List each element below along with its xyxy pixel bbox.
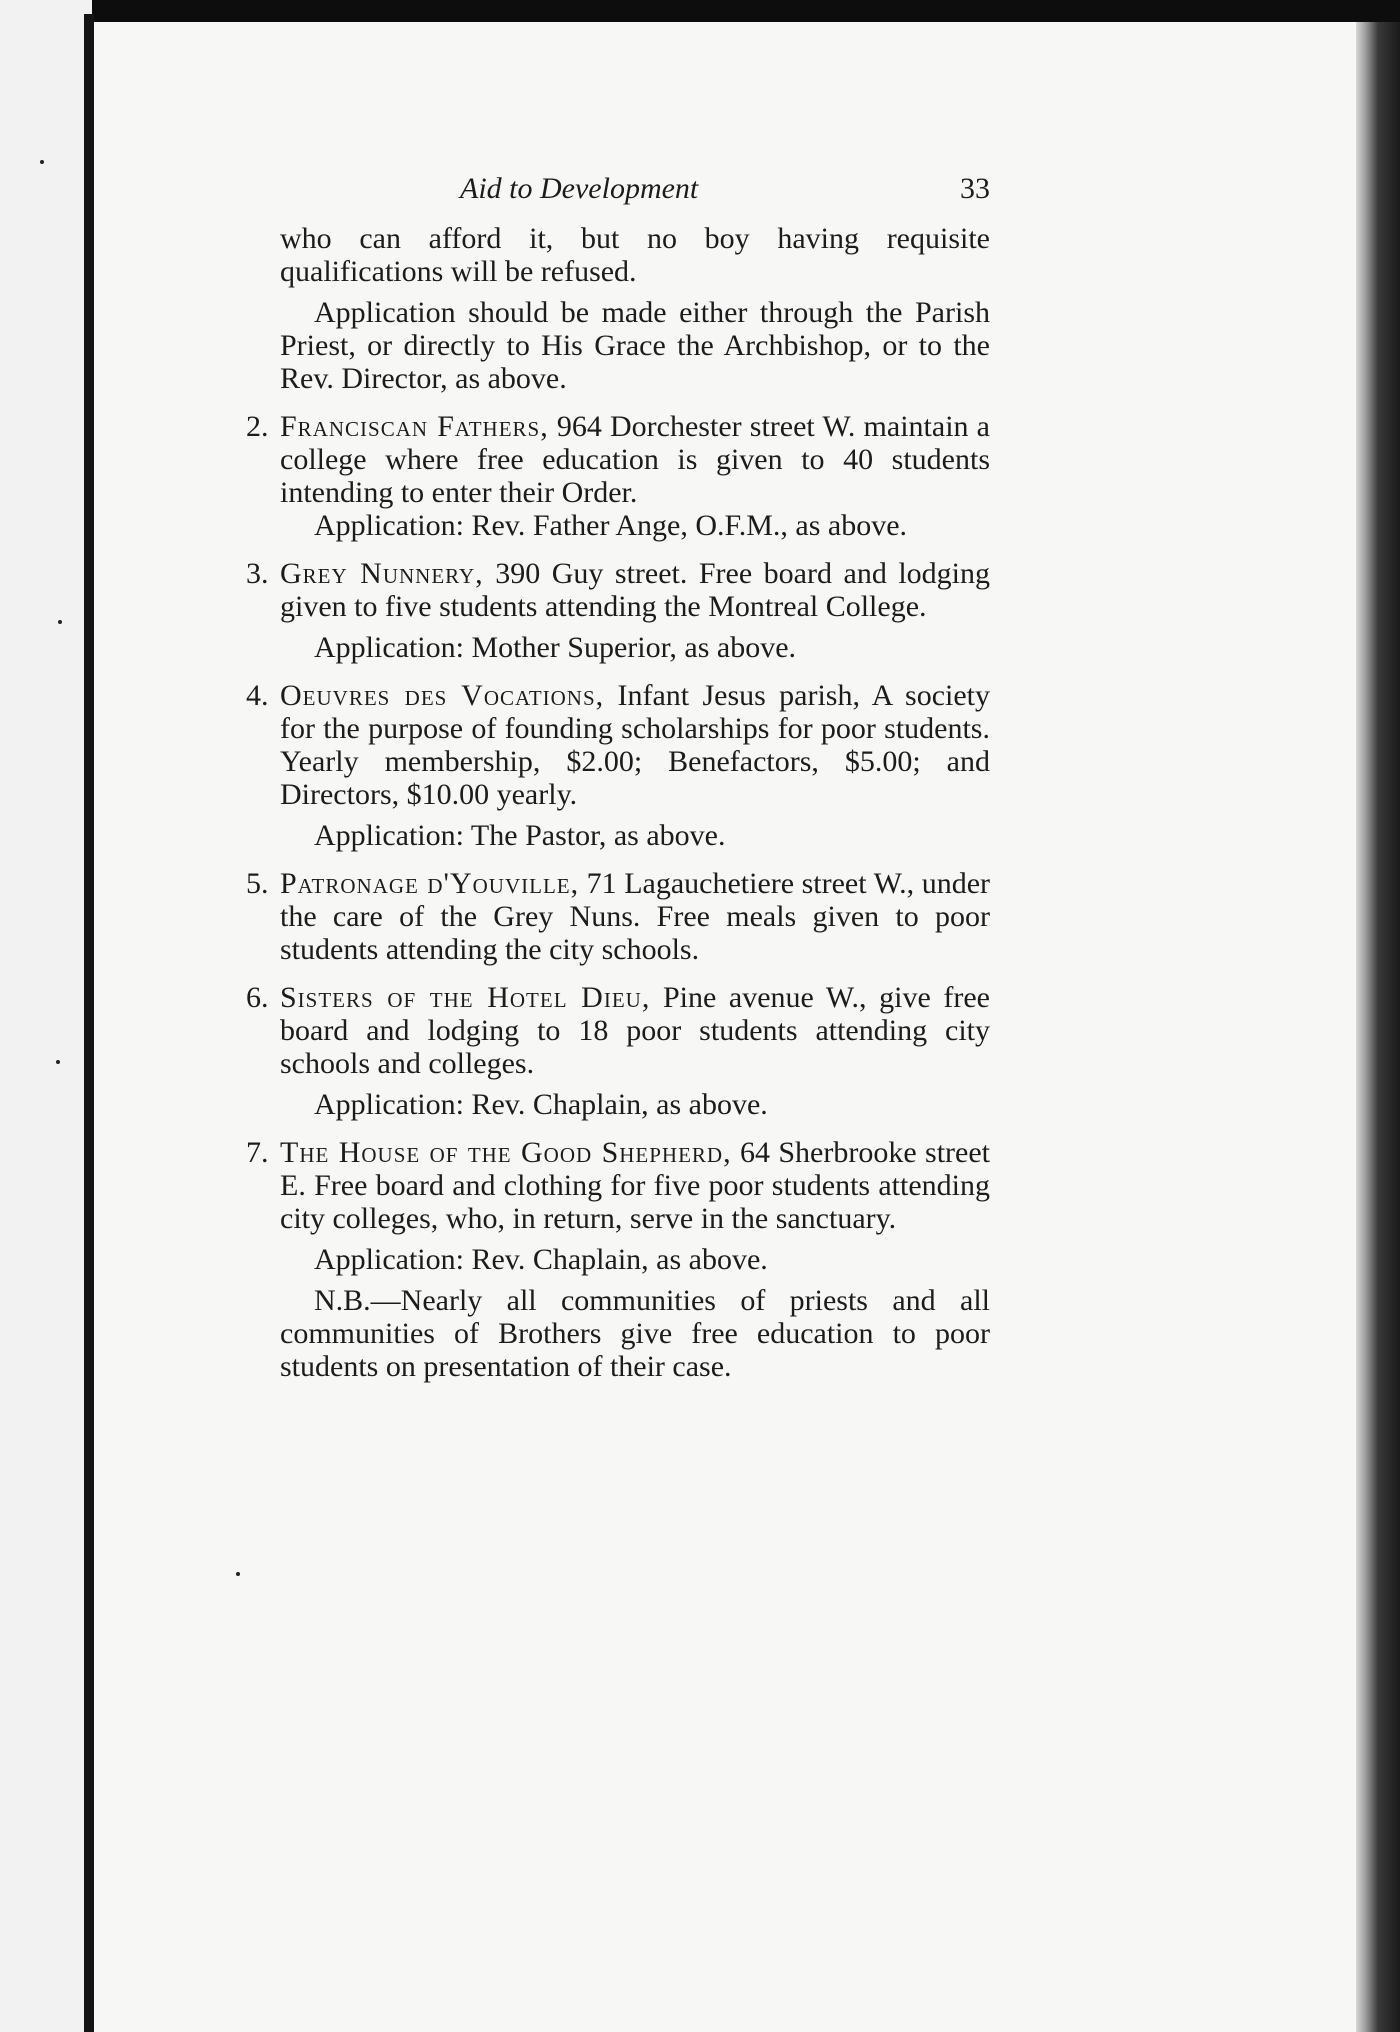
intro-continuation: who can afford it, but no boy having requisite qualifications will be refused. xyxy=(280,222,990,288)
list-item-name: Oeuvres des Vocations, xyxy=(280,679,605,712)
list-item-application: Application: Rev. Father Ange, O.F.M., as above. xyxy=(314,509,908,542)
list-item-application: Application: The Pastor, as above. xyxy=(314,819,726,852)
list-item xyxy=(246,981,990,1121)
scan-speck xyxy=(56,1060,60,1064)
running-title: Aid to Development xyxy=(460,172,699,205)
list-item xyxy=(246,1136,991,1276)
list-item xyxy=(246,867,990,966)
list-item-name: Franciscan Fathers, xyxy=(280,410,549,443)
list-item-application: Application: Rev. Chaplain, as above. xyxy=(314,1243,768,1276)
list-item-body: Pine avenue W., give free board and lodging to 18 poor students attending city schools and colleges. xyxy=(280,981,990,1080)
list-item-number: 6. xyxy=(246,981,269,1014)
scan-speck xyxy=(40,160,44,164)
scan-left-margin xyxy=(0,0,92,2032)
list-item-number: 5. xyxy=(246,867,269,900)
list-item xyxy=(246,557,990,664)
list-item-number: 7. xyxy=(246,1136,269,1169)
list-item-number: 2. xyxy=(246,410,269,443)
list-item xyxy=(246,410,990,542)
intro-application: Application should be made either through the Parish Priest, or directly to His Grace the Archbishop, or to the Rev. Director, as above. xyxy=(280,296,990,395)
running-head xyxy=(280,160,990,204)
scan-top-border xyxy=(0,0,1400,22)
list-item-application: Application: Rev. Chaplain, as above. xyxy=(314,1088,768,1121)
list-item-body: Infant Jesus parish, A society for the purpose of founding scholarships for poor students. Yearly membership, $2.00; Benefactors, $5.00; and Directors, $10.00 yearly. xyxy=(280,679,990,811)
list-item xyxy=(246,679,990,852)
list-item-body: 390 Guy street. Free board and lodging given to five students attending the Montreal College. xyxy=(280,557,990,623)
list-item-number: 4. xyxy=(246,679,269,712)
list-item-name: Sisters of the Hotel Dieu, xyxy=(280,981,651,1014)
list-item-body: 71 Lagauchetiere street W., under the care of the Grey Nuns. Free meals given to poor students attending the city schools. xyxy=(280,867,990,966)
list-item-name: Grey Nunnery, xyxy=(280,557,484,590)
page-right-shadow xyxy=(1356,22,1400,2032)
page-number: 33 xyxy=(960,172,990,205)
list-item-number: 3. xyxy=(246,557,269,590)
list-item-body: 64 Sherbrooke street E. Free board and clothing for five poor students attending city colleges, who, in return, serve in the sanctuary. xyxy=(280,1136,991,1235)
page-gutter-edge xyxy=(84,14,94,2032)
list-item-application: Application: Mother Superior, as above. xyxy=(314,631,797,664)
list-item-name: The House of the Good Shepherd, xyxy=(280,1136,732,1169)
page-text-block xyxy=(246,160,991,1383)
list-item-name: Patronage d'Youville, xyxy=(280,867,580,900)
nb-note: N.B.—Nearly all communities of priests and all communities of Brothers give free education to poor students on presentation of their case. xyxy=(280,1284,990,1383)
list-item-body: 964 Dorchester street W. maintain a college where free education is given to 40 students intending to enter their Order. xyxy=(280,410,990,509)
scan-speck xyxy=(236,1572,240,1576)
scan-speck xyxy=(58,620,62,624)
